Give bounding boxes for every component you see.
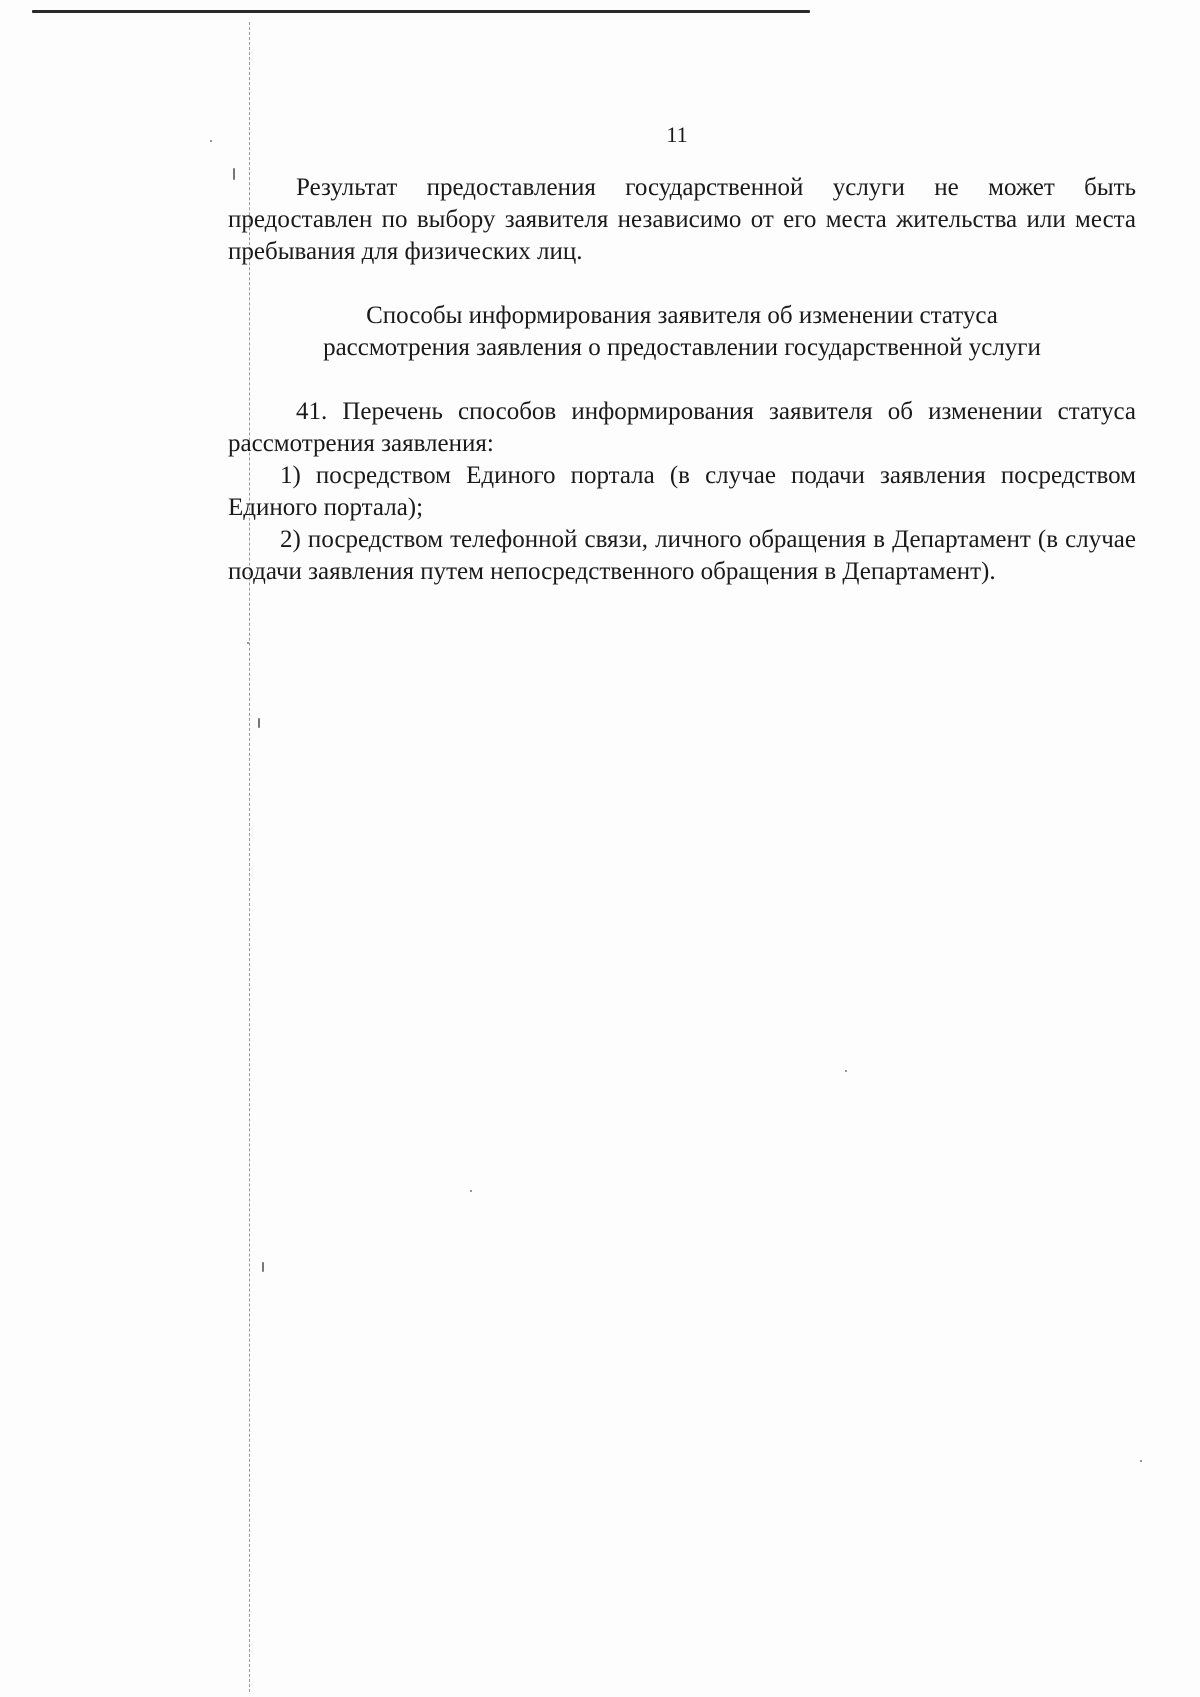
section-heading-line-1: Способы информирования заявителя об изменении статуса <box>366 302 998 329</box>
scan-speck <box>247 642 249 644</box>
scan-speck <box>1140 1460 1142 1462</box>
document-body <box>228 172 1136 588</box>
list-item-1: 1) посредством Единого портала (в случае подачи заявления посредством Единого портала); <box>228 462 1136 521</box>
page-number: 11 <box>666 122 688 147</box>
scan-speck <box>470 1190 472 1192</box>
scan-speck <box>845 1070 847 1072</box>
list-item-2: 2) посредством телефонной связи, личного обращения в Департамент (в случае подачи заявления путем непосредственного обращения в Департамент). <box>228 526 1136 585</box>
section-heading <box>228 300 1136 364</box>
paragraph-41: 41. Перечень способов информирования заявителя об изменении статуса рассмотрения заявления: <box>228 398 1136 457</box>
paragraph-result: Результат предоставления государственной услуги не может быть предоставлен по выбору заявителя независимо от его места жительства или места пребывания для физических лиц. <box>228 174 1136 265</box>
top-rule <box>32 10 810 13</box>
scan-speck <box>258 718 260 728</box>
scan-speck <box>233 168 235 180</box>
scan-speck <box>262 1262 264 1272</box>
section-heading-line-2: рассмотрения заявления о предоставлении государственной услуги <box>323 334 1041 361</box>
scan-speck <box>210 140 212 142</box>
